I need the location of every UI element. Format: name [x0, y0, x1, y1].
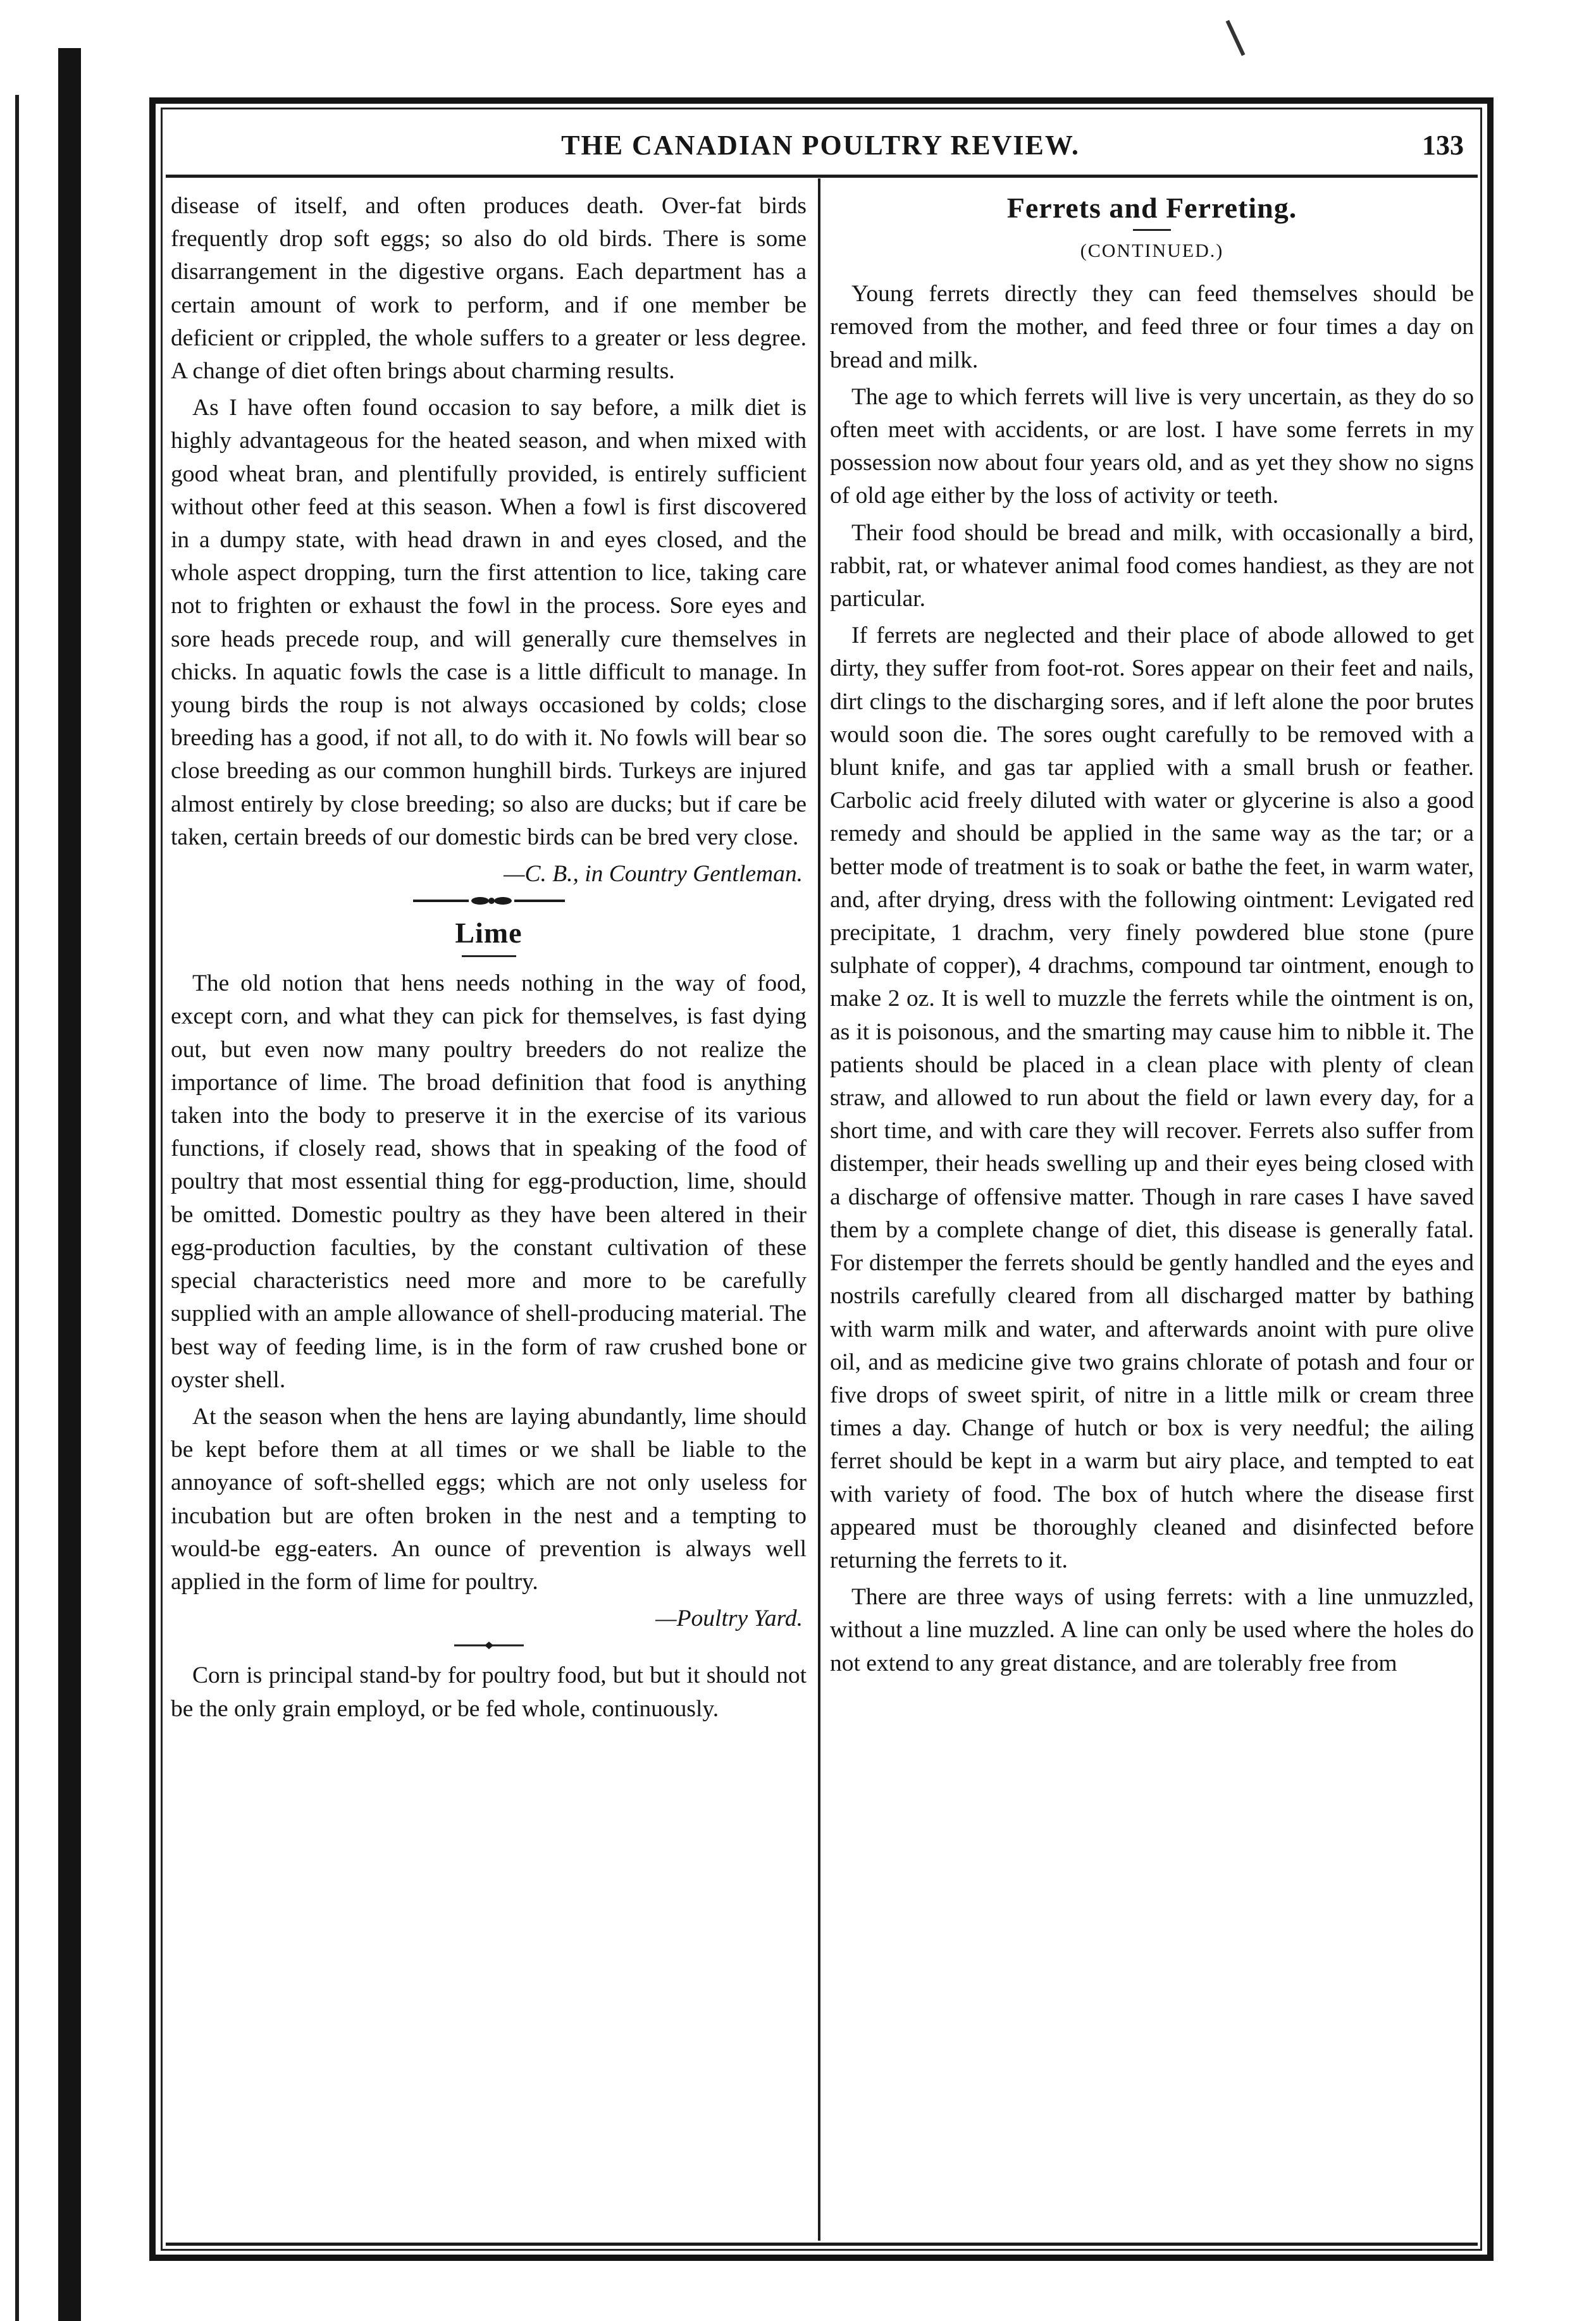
scan-mark [1226, 20, 1246, 56]
lime-paragraph-1: The old notion that hens needs nothing in the way of food, except corn, and what they can pick for themselves, is fast dying out, but even now many poultry breeders do not realize the importance of lime. The broad definition that food is anything taken into the body to preserve it in the exercise of its various functions, if closely read, shows that in speaking of the food of poultry that most essential thing for egg-production, lime, should be omitted. Domestic poultry as they have been altered in their egg-production faculties, by the constant cultivation of these special characteristics need more and more to be carefully supplied with an ample allowance of shell-producing material. The best way of feeding lime, is in the form of raw crushed bone or oyster shell. [171, 970, 807, 1393]
ferrets-paragraph-1: Young ferrets directly they can feed themselves should be removed from the mother, and feed three or four times a day on bread and milk. [830, 281, 1474, 373]
column-divider [818, 178, 820, 2241]
page-binding-shadow [58, 48, 81, 2321]
lime-title-rule [462, 955, 516, 957]
intro-paragraph-1: disease of itself, and often produces death. Over-fat birds frequently drop soft eggs; so also do old birds. There is some disarrangement in the digestive organs. Each department has a certain amount of work to perform, and if one member be deficient or crippled, the whole suffers to a greater or less degree. A change of diet often brings about charming results. [171, 193, 807, 385]
page-binding-edge [0, 95, 19, 2321]
ferrets-title: Ferrets and Ferreting. [1006, 192, 1297, 224]
ferrets-paragraph-4: If ferrets are neglected and their place of abode allowed to get dirty, they suffer from foot-rot. Sores appear on their feet and nails, dirt clings to the discharging sores, and if left alone the poor brutes would soon die. The sores ought carefully to be removed with a blunt knife, and gas tar applied with a small brush or feather. Carbolic acid freely diluted with water or glycerine is also a good remedy and should be applied in the same way as the tar; or a better mode of treatment is to soak or bathe the feet, in warm water, and, after drying, dress with the following ointment: Levigated red precipitate, 1 drachm, very finely powdered blue stone (pure sulphate of copper), 4 drachms, compound tar ointment, enough to make 2 oz. It is well to muzzle the ferrets while the ointment is on, as it is poisonous, and the smarting may cause him to nibble it. The patients should be placed in a clean place with plenty of clean straw, and allowed to run about the field or lawn every day, for a short time, and with care they will recover. Ferrets also suffer from distemper, their heads swelling up and their eyes being closed with a discharge of offensive matter. Though in rare cases I have saved them by a complete change of diet, this disease is generally fatal. For distemper the ferrets should be gently handled and the eyes and nostrils carefully cleared from all discharged matter by bathing with warm milk and water, and afterwards anoint with pure olive oil, and as medicine give two grains chlorate of potash and four or five drops of sweet spirit, of nitre in a little milk or cream three times a day. Change of hutch or box is very needful; the ailing ferret should be kept in a warm but airy place, and tempted to eat with variety of food. The box of hutch where the disease first appeared must be thoroughly cleaned and disinfected before returning the ferrets to it. [830, 622, 1474, 1573]
intro-paragraph-2: As I have often found occasion to say before, a milk diet is highly advantageous for the heated season, and when mixed with good wheat bran, and plentifully provided, is entirely sufficient without other feed at this season. When a fowl is first discovered in a dumpy state, with head drawn in and eyes closed, and the whole aspect dropping, turn the first attention to lice, taking care not to frighten or exhaust the fowl in the process. Sore eyes and sore heads precede roup, and will generally cure themselves in chicks. In aquatic fowls the case is a little difficult to manage. In young birds the roup is not always occasioned by colds; close breeding has a good, if not all, to do with it. No fowls will bear so close breeding as our common hunghill birds. Turkeys are injured almost entirely by close breeding; so also are ducks; but if care be taken, certain breeds of our domestic birds can be bred very close. [171, 395, 807, 850]
lime-attribution: —Poultry Yard. [655, 1606, 803, 1632]
intro-attribution: —C. B., in Country Gentleman. [504, 861, 803, 888]
section-ornament-2 [171, 1639, 807, 1656]
lime-paragraph-2: At the season when the hens are laying abundantly, lime should be kept before them at all times or we shall be liable to the annoyance of soft-shelled eggs; which are not only useless for incubation but are often broken in the nest and a tempting to would-be egg-eaters. An ounce of prevention is always well applied in the form of lime for poultry. [171, 1403, 807, 1595]
closing-paragraph: Corn is principal stand-by for poultry food, but but it should not be the only grain employd, or be fed whole, continuously. [171, 1662, 807, 1722]
lime-title: Lime [455, 917, 523, 950]
section-ornament-1 [171, 894, 807, 911]
ferrets-paragraph-3: Their food should be bread and milk, with occasionally a bird, rabbit, rat, or whatever animal food comes handiest, as they are not particular. [830, 519, 1474, 612]
bottom-rule [166, 2243, 1478, 2246]
ferrets-paragraph-2: The age to which ferrets will live is very uncertain, as they do so often meet with accidents, or are lost. I have some ferrets in my possession now about four years old, and as yet they show no signs of old age either by the loss of activity or teeth. [830, 383, 1474, 509]
ferrets-paragraph-5: There are three ways of using ferrets: with a line unmuzzled, without a line muzzled. A line can only be used where the holes do not extend to any great distance, and are tolerably free from [830, 1584, 1474, 1676]
running-title: THE CANADIAN POULTRY REVIEW. [561, 130, 1080, 161]
page-number: 133 [1422, 130, 1464, 161]
ferrets-title-rule [1133, 229, 1171, 231]
header-rule [166, 175, 1478, 178]
right-column [830, 190, 1474, 1684]
page-header [166, 124, 1475, 173]
left-column [171, 190, 807, 1730]
continued-label: (CONTINUED.) [1080, 240, 1224, 261]
